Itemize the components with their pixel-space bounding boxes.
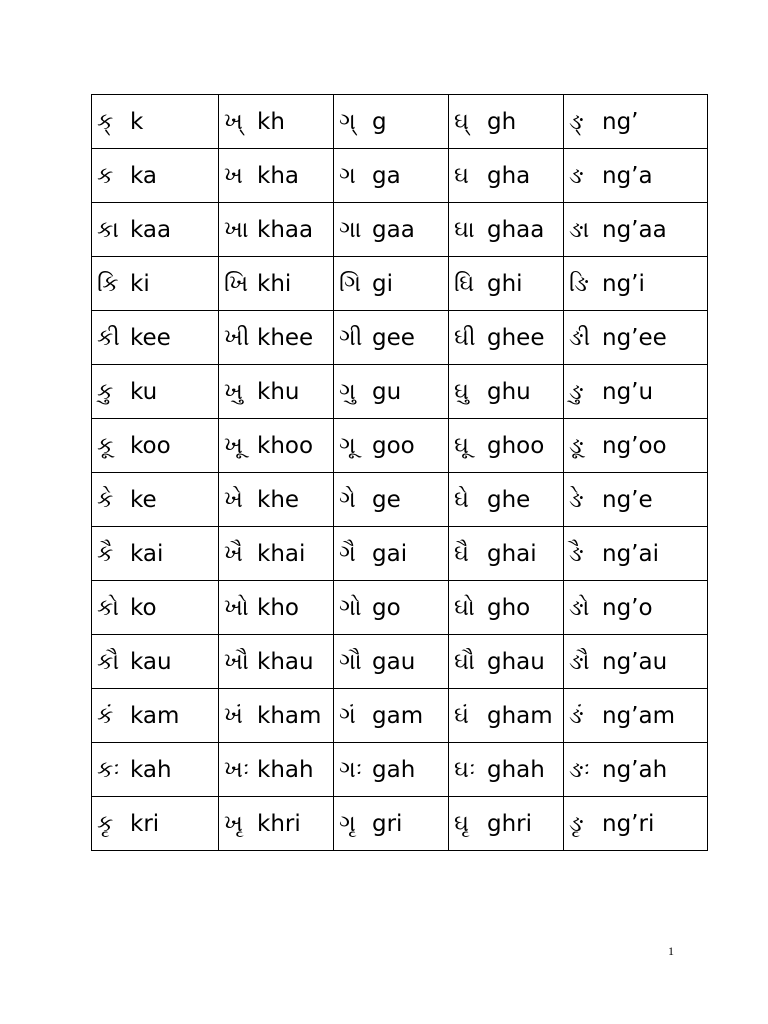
table-cell <box>334 581 449 635</box>
table-cell <box>449 95 564 149</box>
gujarati-syllable: કૂ <box>97 432 114 459</box>
transliteration: ng’ai <box>602 540 659 567</box>
transliteration: kri <box>130 810 160 837</box>
table-cell <box>219 635 334 689</box>
table-cell <box>449 743 564 797</box>
table-cell <box>92 797 219 851</box>
table-cell <box>334 797 449 851</box>
transliteration: ng’ah <box>602 756 668 783</box>
table-body <box>92 95 708 851</box>
transliteration: kha <box>257 162 299 189</box>
gujarati-syllable: ગા <box>339 216 362 243</box>
table-cell <box>334 743 449 797</box>
gujarati-syllable: ખં <box>224 702 243 729</box>
gujarati-syllable: ખૌ <box>224 648 249 675</box>
table-row <box>92 149 708 203</box>
table-cell <box>449 527 564 581</box>
gujarati-syllable: કો <box>97 594 119 621</box>
gujarati-syllable: ઘે <box>454 486 470 513</box>
transliteration: gi <box>372 270 393 297</box>
transliteration: gai <box>372 540 408 567</box>
transliteration: gh <box>487 108 517 135</box>
gujarati-syllable: ખ્ <box>224 108 243 135</box>
table-cell <box>334 473 449 527</box>
gujarati-syllable: ઙં <box>569 702 584 729</box>
table-cell <box>564 743 708 797</box>
table-cell <box>449 149 564 203</box>
table-row <box>92 635 708 689</box>
transliteration: ko <box>130 594 157 621</box>
gujarati-syllable: ક્ <box>97 108 114 135</box>
transliteration: khri <box>257 810 301 837</box>
gujarati-syllable: કં <box>97 702 114 729</box>
table-cell <box>219 203 334 257</box>
table-row <box>92 689 708 743</box>
transliteration: ng’oo <box>602 432 667 459</box>
gujarati-syllable: ઙૌ <box>569 648 590 675</box>
table-cell <box>92 581 219 635</box>
table-cell <box>219 473 334 527</box>
table-cell <box>92 527 219 581</box>
gujarati-barakhadi-table <box>91 94 708 851</box>
gujarati-syllable: ખઃ <box>224 756 250 783</box>
table-cell <box>334 689 449 743</box>
gujarati-syllable: ઘી <box>454 324 476 351</box>
table-cell <box>564 797 708 851</box>
gujarati-syllable: ઘૈ <box>454 540 470 567</box>
gujarati-syllable: ગુ <box>339 378 356 405</box>
gujarati-syllable: કુ <box>97 378 114 405</box>
transliteration: kee <box>130 324 171 351</box>
transliteration: khaa <box>257 216 314 243</box>
table-cell <box>449 689 564 743</box>
table-cell <box>219 581 334 635</box>
transliteration: gam <box>372 702 424 729</box>
table-cell <box>564 311 708 365</box>
transliteration: ge <box>372 486 401 513</box>
table-cell <box>449 257 564 311</box>
transliteration: gu <box>372 378 402 405</box>
table-cell <box>564 419 708 473</box>
table-cell <box>219 257 334 311</box>
table-cell <box>334 527 449 581</box>
gujarati-syllable: ઙી <box>569 324 591 351</box>
table-cell <box>564 365 708 419</box>
transliteration: ghoo <box>487 432 545 459</box>
table-cell <box>219 797 334 851</box>
gujarati-syllable: ઘો <box>454 594 475 621</box>
gujarati-syllable: ઘૌ <box>454 648 475 675</box>
transliteration: k <box>130 108 144 135</box>
gujarati-syllable: ઙા <box>569 216 590 243</box>
table-cell <box>219 365 334 419</box>
transliteration: khe <box>257 486 300 513</box>
gujarati-syllable: ઙૂ <box>569 432 584 459</box>
transliteration: goo <box>372 432 415 459</box>
table-row <box>92 419 708 473</box>
table-cell <box>219 95 334 149</box>
table-cell <box>92 95 219 149</box>
table-cell <box>449 473 564 527</box>
table-cell <box>564 95 708 149</box>
transliteration: ga <box>372 162 401 189</box>
gujarati-syllable: ઙ્ <box>569 108 584 135</box>
table-row <box>92 527 708 581</box>
table-row <box>92 797 708 851</box>
gujarati-syllable: ઙો <box>569 594 590 621</box>
gujarati-syllable: ખુ <box>224 378 243 405</box>
gujarati-syllable: ગી <box>339 324 363 351</box>
gujarati-syllable: કઃ <box>97 756 120 783</box>
table-cell <box>92 149 219 203</box>
transliteration: ghau <box>487 648 545 675</box>
transliteration: ke <box>130 486 157 513</box>
table-row <box>92 95 708 149</box>
gujarati-syllable: ઙે <box>569 486 584 513</box>
gujarati-syllable: ખિ <box>224 270 249 297</box>
gujarati-syllable: ગ્ <box>339 108 356 135</box>
table-cell <box>334 635 449 689</box>
gujarati-syllable: ગ <box>339 162 356 189</box>
gujarati-syllable: ઙૈ <box>569 540 584 567</box>
transliteration: ng’ri <box>602 810 655 837</box>
transliteration: kai <box>130 540 164 567</box>
transliteration: ka <box>130 162 158 189</box>
transliteration: ng’e <box>602 486 653 513</box>
gujarati-syllable: કી <box>97 324 120 351</box>
gujarati-syllable: કિ <box>97 270 119 297</box>
transliteration: ghaa <box>487 216 545 243</box>
transliteration: gha <box>487 162 531 189</box>
table-cell <box>334 203 449 257</box>
table-row <box>92 203 708 257</box>
table-cell <box>334 149 449 203</box>
transliteration: ng’i <box>602 270 645 297</box>
gujarati-syllable: ખી <box>224 324 250 351</box>
transliteration: koo <box>130 432 171 459</box>
transliteration: gee <box>372 324 415 351</box>
transliteration: gho <box>487 594 531 621</box>
table-cell <box>564 473 708 527</box>
gujarati-syllable: ગઃ <box>339 756 363 783</box>
table-row <box>92 473 708 527</box>
page-number: 1 <box>668 944 674 958</box>
gujarati-syllable: ગૌ <box>339 648 362 675</box>
transliteration: gah <box>372 756 416 783</box>
transliteration: gaa <box>372 216 415 243</box>
table-cell <box>219 311 334 365</box>
gujarati-syllable: કા <box>97 216 119 243</box>
gujarati-syllable: ઘં <box>454 702 470 729</box>
transliteration: khu <box>257 378 300 405</box>
table-cell <box>334 257 449 311</box>
table-cell <box>449 635 564 689</box>
table-cell <box>564 257 708 311</box>
gujarati-syllable: ઘૃ <box>454 810 470 837</box>
transliteration: g <box>372 108 387 135</box>
transliteration: khi <box>257 270 292 297</box>
transliteration: kah <box>130 756 172 783</box>
gujarati-syllable: ઘઃ <box>454 756 476 783</box>
gujarati-syllable: કે <box>97 486 114 513</box>
table-cell <box>564 203 708 257</box>
gujarati-syllable: ઘ્ <box>454 108 470 135</box>
table-cell <box>92 311 219 365</box>
gujarati-syllable: ગૂ <box>339 432 356 459</box>
transliteration: ng’ <box>602 108 639 135</box>
transliteration: gri <box>372 810 403 837</box>
transliteration: ng’aa <box>602 216 667 243</box>
table-cell <box>92 365 219 419</box>
transliteration: ghe <box>487 486 531 513</box>
table-cell <box>219 527 334 581</box>
table-cell <box>92 419 219 473</box>
table-cell <box>219 419 334 473</box>
transliteration: kau <box>130 648 172 675</box>
transliteration: khai <box>257 540 306 567</box>
transliteration: go <box>372 594 401 621</box>
transliteration: ng’am <box>602 702 675 729</box>
table-row <box>92 257 708 311</box>
gujarati-syllable: ગં <box>339 702 356 729</box>
gujarati-syllable: ઘુ <box>454 378 470 405</box>
table-cell <box>92 203 219 257</box>
table-cell <box>564 635 708 689</box>
transliteration: kho <box>257 594 299 621</box>
transliteration: ng’u <box>602 378 654 405</box>
gujarati-syllable: ખ <box>224 162 243 189</box>
gujarati-syllable: ઙઃ <box>569 756 591 783</box>
gujarati-syllable: ગે <box>339 486 356 513</box>
transliteration: ghai <box>487 540 537 567</box>
table-cell <box>564 149 708 203</box>
table-cell <box>564 689 708 743</box>
table-cell <box>449 311 564 365</box>
table-cell <box>92 257 219 311</box>
gujarati-syllable: ઙ <box>569 162 584 189</box>
table-cell <box>92 689 219 743</box>
transliteration: ng’a <box>602 162 653 189</box>
gujarati-syllable: ઙૃ <box>569 810 584 837</box>
table-row <box>92 743 708 797</box>
transliteration: ng’o <box>602 594 653 621</box>
table-cell <box>219 149 334 203</box>
table-cell <box>219 689 334 743</box>
table-cell <box>449 797 564 851</box>
gujarati-syllable: ખો <box>224 594 249 621</box>
transliteration: ghi <box>487 270 523 297</box>
transliteration: ghah <box>487 756 545 783</box>
table-cell <box>449 203 564 257</box>
gujarati-syllable: ઙિ <box>569 270 589 297</box>
transliteration: khoo <box>257 432 314 459</box>
table-cell <box>564 581 708 635</box>
transliteration: ghee <box>487 324 545 351</box>
table-cell <box>334 419 449 473</box>
transliteration: kam <box>130 702 180 729</box>
transliteration: ghri <box>487 810 533 837</box>
transliteration: kaa <box>130 216 172 243</box>
gujarati-syllable: ગિ <box>339 270 361 297</box>
table-cell <box>449 365 564 419</box>
table-cell <box>92 473 219 527</box>
table-row <box>92 365 708 419</box>
table-cell <box>449 419 564 473</box>
table-cell <box>449 581 564 635</box>
table-cell <box>92 743 219 797</box>
transliteration: khah <box>257 756 314 783</box>
transliteration: khau <box>257 648 314 675</box>
gujarati-syllable: ખૂ <box>224 432 243 459</box>
gujarati-syllable: કૈ <box>97 540 114 567</box>
gujarati-syllable: ખૃ <box>224 810 243 837</box>
table-cell <box>92 635 219 689</box>
gujarati-syllable: ગૃ <box>339 810 356 837</box>
table-cell <box>564 527 708 581</box>
gujarati-syllable: ગૈ <box>339 540 356 567</box>
gujarati-syllable: ઘિ <box>454 270 475 297</box>
table-row <box>92 311 708 365</box>
transliteration: ku <box>130 378 158 405</box>
gujarati-syllable: ખૈ <box>224 540 243 567</box>
table-row <box>92 581 708 635</box>
gujarati-syllable: ઘા <box>454 216 475 243</box>
gujarati-syllable: ક <box>97 162 114 189</box>
table-cell <box>334 365 449 419</box>
gujarati-syllable: ઘ <box>454 162 470 189</box>
gujarati-syllable: ઘૂ <box>454 432 470 459</box>
transliteration: ghu <box>487 378 531 405</box>
gujarati-syllable: ઙુ <box>569 378 584 405</box>
transliteration: kham <box>257 702 322 729</box>
transliteration: ng’au <box>602 648 668 675</box>
gujarati-syllable: ગો <box>339 594 362 621</box>
transliteration: khee <box>257 324 314 351</box>
transliteration: gau <box>372 648 416 675</box>
gujarati-syllable: કૌ <box>97 648 120 675</box>
transliteration: gham <box>487 702 553 729</box>
gujarati-syllable: ખા <box>224 216 249 243</box>
transliteration: kh <box>257 108 285 135</box>
table-cell <box>334 311 449 365</box>
gujarati-syllable: કૃ <box>97 810 114 837</box>
gujarati-syllable: ખે <box>224 486 243 513</box>
table-cell <box>219 743 334 797</box>
transliteration: ki <box>130 270 150 297</box>
table-cell <box>334 95 449 149</box>
transliteration: ng’ee <box>602 324 667 351</box>
